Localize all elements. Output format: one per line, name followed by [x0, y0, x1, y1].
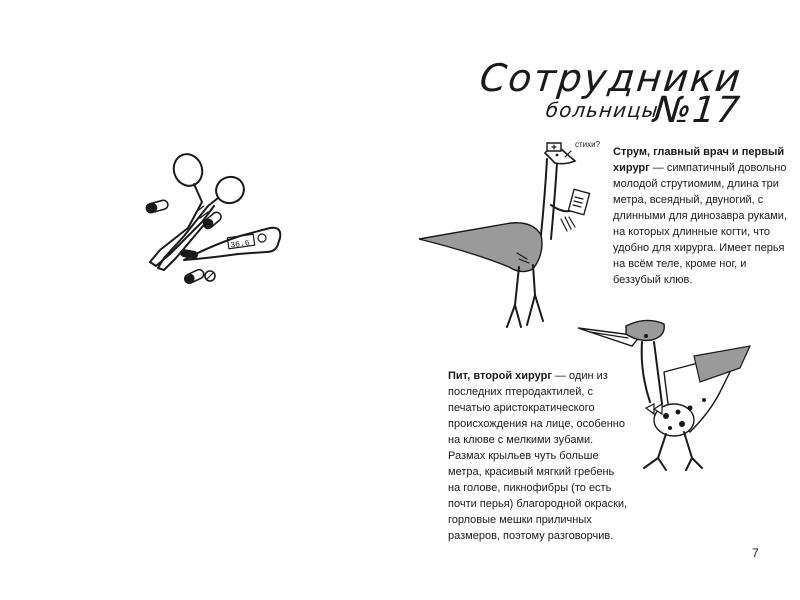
forceps-ring-icon — [169, 150, 206, 190]
strum-leg-icon — [507, 267, 521, 327]
paragraph-strum-text: — симпатичный довольно молодой струтиомим, длина три метра, всеядный, двуногий, с длинными для динозавра руками, на которых длинные когти, что удобно для хирурга. Имеет перья на всём теле, кроме ног, и беззубый клюв. — [613, 162, 788, 286]
paragraph-strum — [613, 144, 793, 288]
thermometer-reading: 36.6 — [229, 238, 251, 251]
bow-tie-icon — [646, 404, 662, 414]
strum-dinosaur-illustration — [415, 135, 615, 335]
strum-neck-icon — [541, 159, 547, 235]
strum-body-icon — [419, 223, 542, 272]
page-title — [477, 52, 745, 132]
medical-tools-illustration — [130, 140, 330, 310]
title-line-2: больницы — [544, 98, 660, 122]
capsule-pill-icon — [179, 248, 198, 259]
paragraph-strum-bold: Струм, главный врач и первый хирург — [613, 146, 785, 174]
paragraph-pit-text: — один из последних птеродактилей, с печатью аристократического происхождения на лице, особенно на клюве с мелкими зубами. Размах крыльев чуть больше метра, красивый мягкий гребень на голове, пикнофибры (то есть почти перья) благородной окраски, горловые мешки приличных размеров, поэтому разговорчив. — [448, 370, 628, 542]
paragraph-pit — [448, 368, 628, 544]
page-number: 7 — [752, 546, 759, 560]
pit-leg-icon — [684, 432, 702, 470]
speech-bubble-text: стихи? — [575, 140, 601, 149]
pit-neck-icon — [642, 342, 650, 402]
paragraph-pit-bold: Пит, второй хирург — [448, 370, 552, 382]
forceps-ring-icon — [212, 173, 247, 207]
title-line-1: Сотрудники — [477, 56, 745, 100]
thermometer-button-icon — [258, 234, 266, 242]
title-number: №17 — [651, 90, 743, 131]
strum-leg-icon — [527, 265, 543, 325]
pit-leg-icon — [644, 434, 666, 470]
